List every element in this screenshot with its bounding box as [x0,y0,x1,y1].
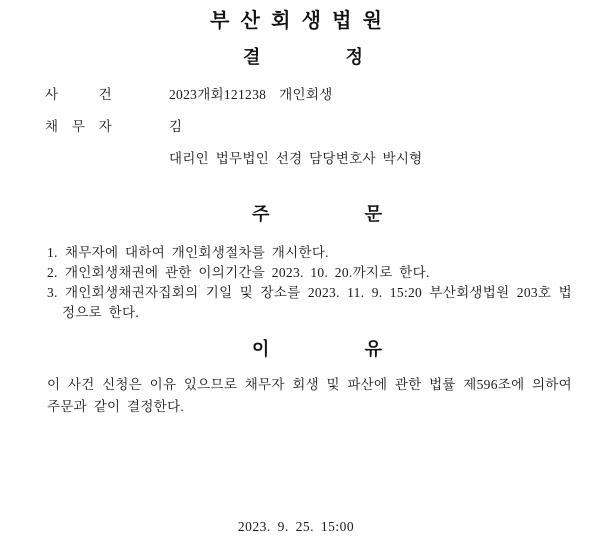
debtor-name: 김 [169,119,183,134]
case-value [169,86,333,103]
order-item-3 [47,283,572,323]
order-list [47,243,572,323]
case-number: 2023개회121238 [169,87,267,102]
order-item-text: 개인회생채권자집회의 기일 및 장소를 2023. 11. 9. 15:20 부산회생법원 203호 법정으로 한다. [62,285,572,320]
debtor-row [45,118,572,135]
order-item-number: 2. [47,265,58,280]
order-item-number: 3. [47,285,58,300]
order-item-1 [47,243,572,263]
reason-paragraph: 이 사건 신청은 이유 있으므로 채무자 회생 및 파산에 관한 법률 제596조에 의하여 주문과 같이 결정한다. [47,377,572,414]
order-item-text: 개인회생채권에 관한 이의기간을 2023. 10. 20.까지로 한다. [65,265,430,280]
order-item-text: 채무자에 대하여 개인회생절차를 개시한다. [65,245,329,260]
order-item-2 [47,263,572,283]
reason-section-heading: 이 유 [252,339,382,359]
document-type-heading: 결 정 [243,47,363,67]
case-label: 사 건 [45,87,112,102]
court-name-heading: 부 산 회 생 법 원 [210,10,382,32]
debtor-label: 채 무 자 [45,119,112,134]
order-item-number: 1. [47,245,58,260]
case-type: 개인회생 [279,87,333,102]
representative-row [45,150,572,167]
order-section-heading: 주 문 [252,204,382,224]
decision-datetime: 2023. 9. 25. 15:00 [237,519,355,534]
case-number-row [45,86,572,103]
representative-text: 대리인 법무법인 선경 담당변호사 박시형 [169,151,423,166]
